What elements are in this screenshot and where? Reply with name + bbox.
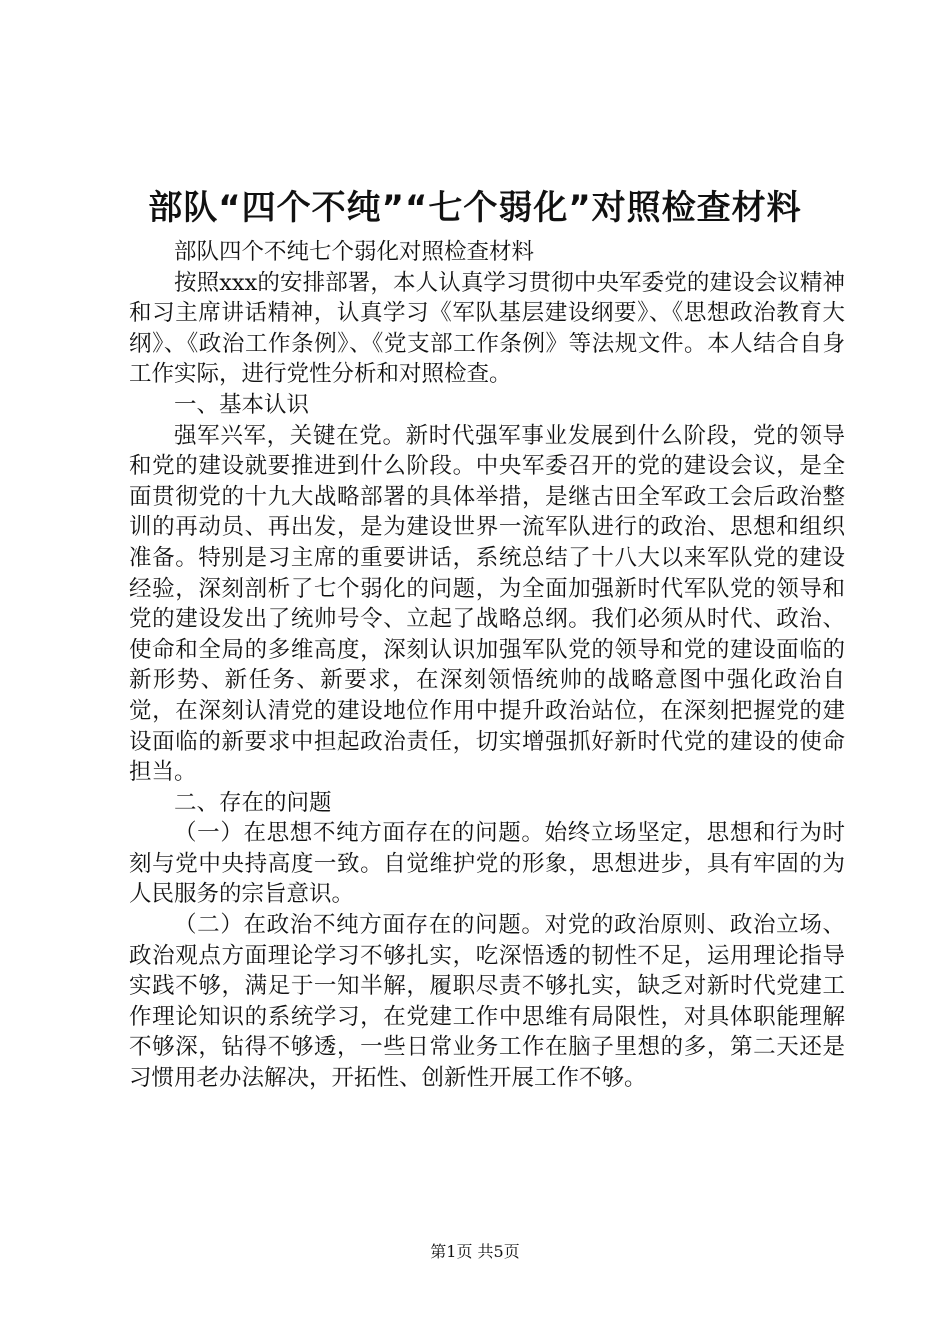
document-body <box>129 237 845 1094</box>
section-1-paragraph: 强军兴军，关键在党。新时代强军事业发展到什么阶段，党的领导和党的建设就要推进到什么阶段。中央军委召开的党的建设会议，是全面贯彻党的十九大战略部署的具体举措，是继古田全军政工会后政治整训的再动员、再出发，是为建设世界一流军队进行的政治、思想和组织准备。特别是习主席的重要讲话，系统总结了十八大以来军队党的建设经验，深刻剖析了七个弱化的问题，为全面加强新时代军队党的领导和党的建设发出了统帅号令、立起了战略总纲。我们必须从时代、政治、使命和全局的多维高度，深刻认识加强军队党的领导和党的建设面临的新形势、新任务、新要求，在深刻领悟统帅的战略意图中强化政治自觉，在深刻认清党的建设地位作用中提升政治站位，在深刻把握党的建设面临的新要求中担起政治责任，切实增强抓好新时代党的建设的使命担当。 <box>129 422 845 786</box>
page-number-footer: 第1页 共5页 <box>430 1242 520 1261</box>
page-title: 部队“四个不纯”“七个弱化”对照检查材料 <box>148 188 802 228</box>
section-1-heading: 一、基本认识 <box>174 391 310 418</box>
section-2-item-2-paragraph: （二）在政治不纯方面存在的问题。对党的政治原则、政治立场、政治观点方面理论学习不够扎实，吃深悟透的韧性不足，运用理论指导实践不够，满足于一知半解，履职尽责不够扎实，缺乏对新时代党建工作理论知识的系统学习，在党建工作中思维有局限性，对具体职能理解不够深，钻得不够透，一些日常业务工作在脑子里想的多，第二天还是习惯用老办法解决，开拓性、创新性开展工作不够。 <box>129 912 845 1092</box>
intro-paragraph: 按照xxx的安排部署，本人认真学习贯彻中央军委党的建设会议精神和习主席讲话精神，认真学习《军队基层建设纲要》、《思想政治教育大纲》、《政治工作条例》、《党支部工作条例》等法规文件。本人结合自身工作实际，进行党性分析和对照检查。 <box>129 269 845 388</box>
document-subtitle: 部队四个不纯七个弱化对照检查材料 <box>174 239 535 265</box>
section-2-heading: 二、存在的问题 <box>174 789 332 816</box>
section-2-item-1-paragraph: （一）在思想不纯方面存在的问题。始终立场坚定，思想和行为时刻与党中央持高度一致。自觉维护党的形象，思想进步，具有牢固的为人民服务的宗旨意识。 <box>129 820 845 908</box>
